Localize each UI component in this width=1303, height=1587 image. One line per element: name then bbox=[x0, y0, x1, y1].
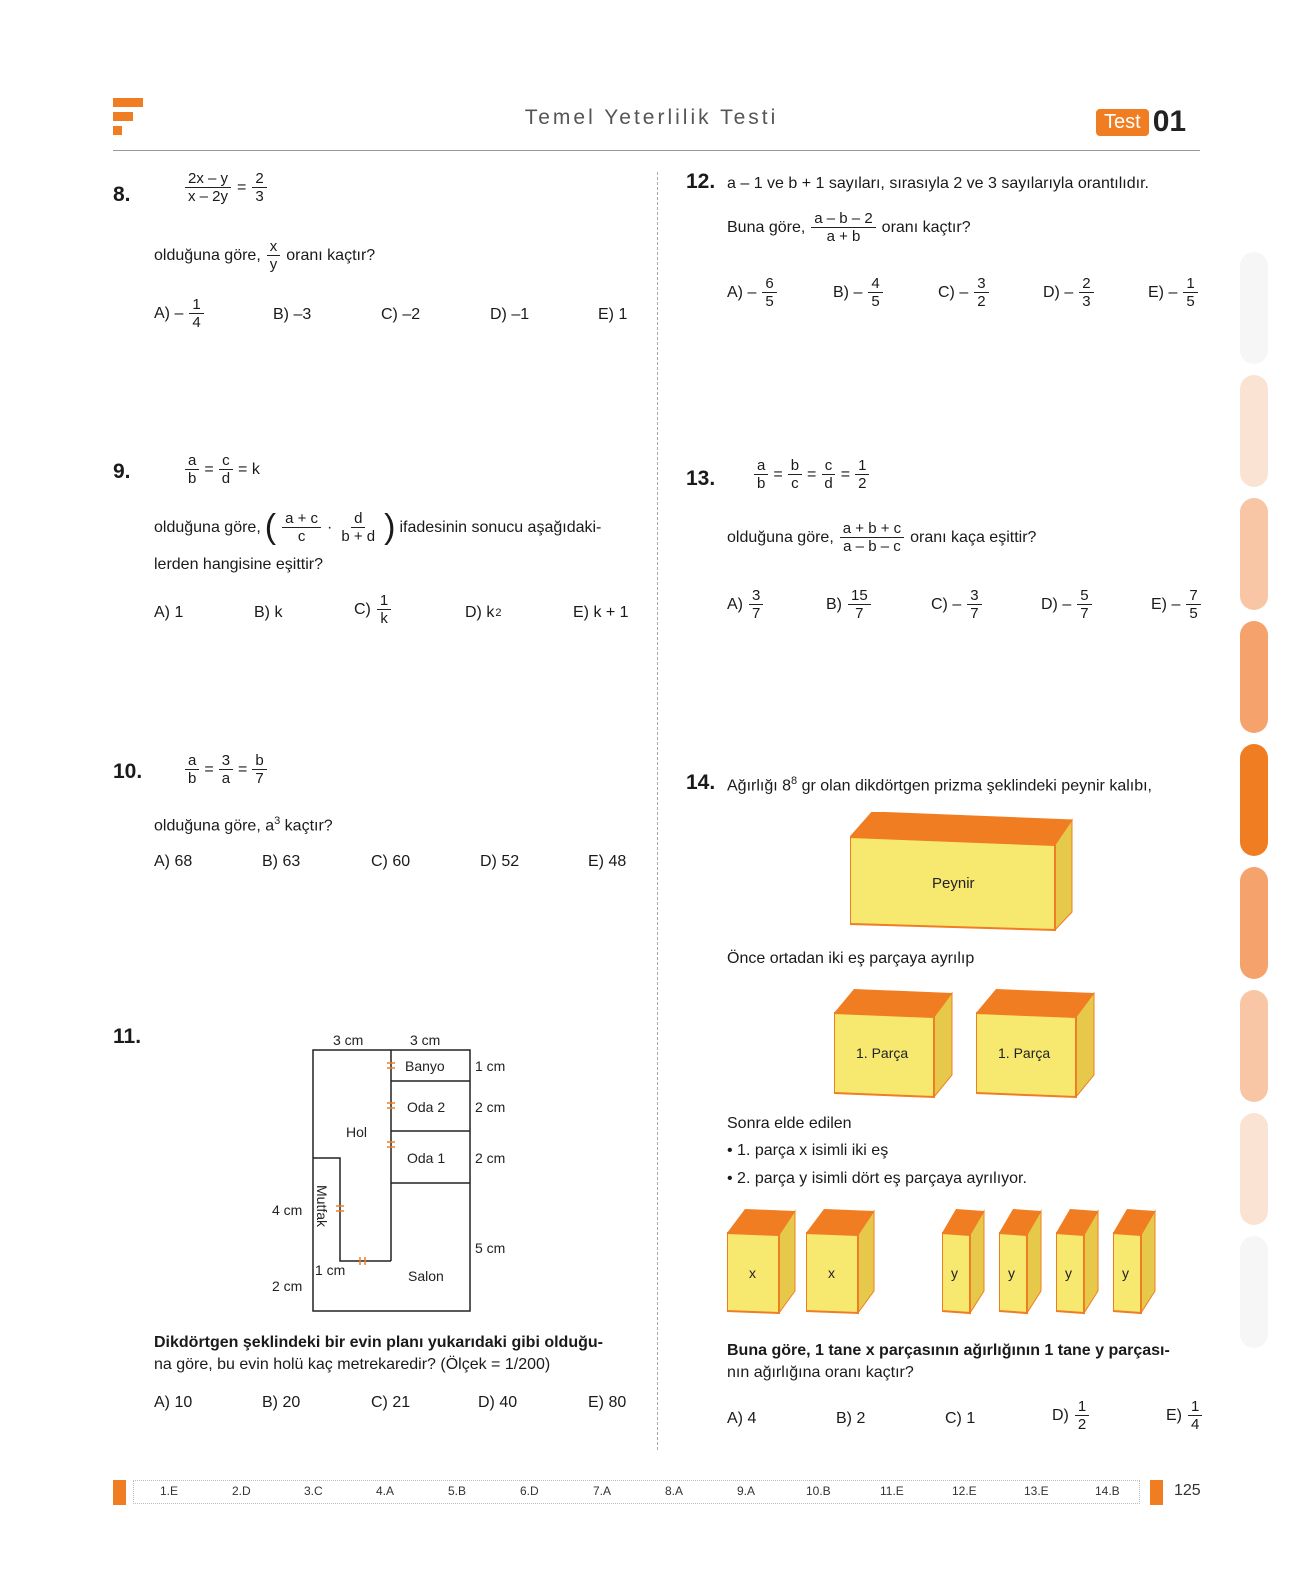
side-tab-3 bbox=[1240, 498, 1268, 610]
dim-bottom: 1 cm bbox=[315, 1262, 346, 1278]
y-piece-3 bbox=[1056, 1205, 1101, 1315]
option-label: D) k bbox=[465, 604, 495, 621]
prompt-text: oranı kaçtır? bbox=[286, 246, 376, 264]
fraction-numerator: a + b + c bbox=[840, 520, 904, 538]
q12-option-e[interactable] bbox=[1148, 275, 1200, 311]
side-tab-2 bbox=[1240, 375, 1268, 487]
option-label: B) – bbox=[833, 283, 863, 301]
q13-option-b[interactable] bbox=[826, 587, 873, 623]
answer-key-item: 13.E bbox=[1024, 1484, 1049, 1498]
q14-question-line1: Buna göre, 1 tane x parçasının ağırlığının 1 tane y parçası- bbox=[727, 1342, 1170, 1359]
y-piece-2 bbox=[999, 1205, 1044, 1315]
fraction-numerator: 1 bbox=[1183, 275, 1197, 293]
answer-key-item: 9.A bbox=[737, 1484, 756, 1498]
room-salon: Salon bbox=[408, 1268, 444, 1284]
option-label: E) – bbox=[1148, 283, 1178, 301]
fraction-denominator: 3 bbox=[255, 188, 264, 206]
prompt-text: gr olan dikdörtgen prizma şeklindeki peynir kalıbı, bbox=[797, 777, 1152, 795]
q9-option-e[interactable]: E) k + 1 bbox=[573, 604, 629, 621]
y-label: y bbox=[1122, 1265, 1129, 1281]
prompt-text: olduğuna göre, bbox=[154, 518, 261, 536]
q14-bullet-1: • 1. parça x isimli iki eş bbox=[727, 1142, 889, 1159]
q12-option-a[interactable] bbox=[727, 275, 779, 311]
q8-option-b[interactable]: B) –3 bbox=[273, 306, 312, 323]
option-label: D) – bbox=[1043, 283, 1074, 301]
q9-option-a[interactable]: A) 1 bbox=[154, 604, 184, 621]
question-number: 13. bbox=[686, 467, 716, 490]
fraction-denominator: 2 bbox=[977, 293, 986, 311]
fraction-denominator: 7 bbox=[1080, 605, 1089, 623]
q13-option-e[interactable] bbox=[1151, 587, 1203, 623]
fraction-numerator: b bbox=[788, 457, 802, 475]
bullet-text: 2. parça y isimli dört eş parçaya ayrılıyor. bbox=[737, 1170, 1027, 1187]
x-piece-1 bbox=[727, 1205, 797, 1315]
option-label: B) bbox=[826, 595, 842, 613]
exponent: 3 bbox=[274, 815, 281, 827]
q11-option-a[interactable]: A) 10 bbox=[154, 1394, 193, 1411]
fraction-numerator: 6 bbox=[762, 275, 776, 293]
q12-prompt bbox=[727, 210, 971, 246]
q12-prompt-line1: a – 1 ve b + 1 sayıları, sırasıyla 2 ve 3 sayılarıyla orantılıdır. bbox=[727, 175, 1149, 192]
fraction-numerator: 2 bbox=[1079, 275, 1093, 293]
question-number: 11. bbox=[113, 1025, 142, 1048]
q9-prompt: olduğuna göre, ( $\frac{a + c}{c}$ · $\frac{d}{b + d}$ ) ifadesinin sonucu aşağıdaki- bbox=[154, 508, 602, 546]
prompt-text: kaçtır? bbox=[280, 817, 333, 835]
fraction-denominator: c bbox=[791, 475, 799, 493]
q14-option-a[interactable]: A) 4 bbox=[727, 1410, 757, 1427]
q13-prompt bbox=[727, 520, 1036, 556]
answer-key-item: 8.A bbox=[665, 1484, 684, 1498]
answer-key-item: 2.D bbox=[232, 1484, 251, 1498]
fraction-denominator: x – 2y bbox=[188, 188, 229, 206]
fraction-denominator: a – b – c bbox=[843, 538, 901, 556]
side-tab-6 bbox=[1240, 867, 1268, 979]
side-tab-4 bbox=[1240, 621, 1268, 733]
fraction-denominator: 3 bbox=[1082, 293, 1091, 311]
q9-equation: $\frac{a}{b}$ = $\frac{c}{d}$ = k bbox=[183, 452, 260, 488]
test-label: Test bbox=[1096, 109, 1149, 136]
fraction-numerator: 5 bbox=[1077, 587, 1091, 605]
prompt-text: Ağırlığı 8 bbox=[727, 777, 792, 795]
fraction-denominator: b + d bbox=[341, 528, 376, 545]
fraction-numerator: 2 bbox=[252, 170, 266, 188]
answer-key-item: 6.D bbox=[520, 1484, 539, 1498]
q14-bullet-2: • 2. parça y isimli dört eş parçaya ayrılıyor. bbox=[727, 1170, 1027, 1187]
q8-option-e[interactable]: E) 1 bbox=[598, 306, 628, 323]
x-label: x bbox=[749, 1265, 756, 1281]
q10-option-a[interactable]: A) 68 bbox=[154, 853, 193, 870]
fraction-denominator: 5 bbox=[765, 293, 774, 311]
q12-option-c[interactable] bbox=[938, 275, 991, 311]
exponent: 8 bbox=[791, 775, 798, 787]
fraction-denominator: y bbox=[269, 256, 278, 274]
question-number: 8. bbox=[113, 183, 131, 206]
fraction-numerator: 7 bbox=[1186, 587, 1200, 605]
x-label: x bbox=[828, 1265, 835, 1281]
dim-right-2: 2 cm bbox=[475, 1099, 506, 1115]
side-tab-1 bbox=[1240, 252, 1268, 364]
answer-key-box bbox=[133, 1480, 1140, 1504]
q10-option-e[interactable]: E) 48 bbox=[588, 853, 627, 870]
fraction-denominator: b bbox=[188, 470, 197, 488]
fraction-denominator: 7 bbox=[970, 605, 979, 623]
option-label: C) bbox=[354, 600, 371, 618]
fraction-numerator: d bbox=[351, 510, 365, 528]
q13-option-c[interactable] bbox=[931, 587, 984, 623]
q9-prompt-line2: lerden hangisine eşittir? bbox=[154, 556, 323, 573]
room-banyo: Banyo bbox=[405, 1058, 445, 1074]
fraction-numerator: 3 bbox=[749, 587, 763, 605]
answer-key-marker-right bbox=[1150, 1480, 1163, 1505]
side-tab-7 bbox=[1240, 990, 1268, 1102]
q14-option-c[interactable]: C) 1 bbox=[945, 1410, 976, 1427]
side-tab-8 bbox=[1240, 1113, 1268, 1225]
side-tab-9 bbox=[1240, 1236, 1268, 1348]
q13-equation: $\frac{a}{b}$ = $\frac{b}{c}$ = $\frac{c}{d}$ = $\frac{1}{2}$ bbox=[752, 457, 871, 493]
answer-key-item: 1.E bbox=[160, 1484, 179, 1498]
q9-option-b[interactable]: B) k bbox=[254, 604, 283, 621]
fraction-numerator: 3 bbox=[219, 752, 233, 770]
option-label: D) – bbox=[1041, 595, 1072, 613]
question-number: 12. bbox=[686, 170, 716, 193]
fraction-numerator: a bbox=[754, 457, 768, 475]
fraction-denominator: d bbox=[824, 475, 833, 493]
option-label: E) bbox=[1166, 1406, 1182, 1424]
fraction-denominator: b bbox=[757, 475, 766, 493]
q14-option-b[interactable]: B) 2 bbox=[836, 1410, 866, 1427]
fraction-denominator: 2 bbox=[858, 475, 867, 493]
x-piece-2 bbox=[806, 1205, 876, 1315]
fraction-numerator: c bbox=[219, 452, 233, 470]
q12-option-d[interactable] bbox=[1043, 275, 1096, 311]
q14-question-line2: nın ağırlığına oranı kaçtır? bbox=[727, 1364, 914, 1381]
fraction-denominator: c bbox=[297, 528, 306, 545]
fraction-denominator: b bbox=[188, 770, 197, 788]
fraction-numerator: a + c bbox=[282, 510, 321, 528]
prompt-text: ifadesinin sonucu aşağıdaki- bbox=[399, 518, 602, 536]
question-number: 10. bbox=[113, 760, 143, 783]
answer-key-item: 4.A bbox=[376, 1484, 395, 1498]
q13-option-d[interactable] bbox=[1041, 587, 1094, 623]
fraction-denominator: 7 bbox=[752, 605, 761, 623]
fraction-denominator: d bbox=[221, 470, 231, 488]
test-number: 01 bbox=[1152, 105, 1187, 138]
answer-key-item: 5.B bbox=[448, 1484, 467, 1498]
answer-key-item: 10.B bbox=[806, 1484, 831, 1498]
y-piece-1 bbox=[942, 1205, 987, 1315]
header-rule bbox=[113, 150, 1200, 151]
dim-top-left: 3 cm bbox=[333, 1032, 364, 1048]
fraction-denominator: 2 bbox=[1077, 1416, 1087, 1434]
question-number: 9. bbox=[113, 460, 131, 483]
fraction-numerator: 1 bbox=[189, 296, 203, 314]
page-number: 125 bbox=[1174, 1482, 1201, 1499]
q9-option-c[interactable] bbox=[354, 592, 393, 628]
q10-equation: $\frac{a}{b}$ = $\frac{3}{a}$ = $\frac{b}{7}$ bbox=[183, 752, 269, 788]
fraction-denominator: a + b bbox=[826, 228, 861, 246]
option-label: A) bbox=[727, 595, 743, 613]
equation-rhs: = k bbox=[238, 460, 260, 478]
side-tab-5-active bbox=[1240, 744, 1268, 856]
answer-key-item: 3.C bbox=[304, 1484, 323, 1498]
answer-key-marker-left bbox=[113, 1480, 126, 1505]
prompt-text: olduğuna göre, bbox=[154, 246, 261, 264]
q10-option-c[interactable]: C) 60 bbox=[371, 853, 411, 870]
dim-left-1: 4 cm bbox=[272, 1202, 303, 1218]
prompt-text: oranı kaçtır? bbox=[881, 218, 971, 236]
q11-prompt-line2: na göre, bu evin holü kaç metrekaredir? (Ölçek = 1/200) bbox=[154, 1356, 551, 1373]
y-piece-4 bbox=[1113, 1205, 1158, 1315]
q11-option-d[interactable]: D) 40 bbox=[478, 1394, 518, 1411]
fraction-numerator: a – b – 2 bbox=[811, 210, 875, 228]
room-oda2: Oda 2 bbox=[407, 1099, 446, 1115]
option-label: E) – bbox=[1151, 595, 1181, 613]
fraction-numerator: 3 bbox=[967, 587, 981, 605]
part-block-2 bbox=[976, 985, 1096, 1100]
dim-right-3: 2 cm bbox=[475, 1150, 506, 1166]
fraction-denominator: 4 bbox=[192, 314, 201, 332]
q11-option-c[interactable]: C) 21 bbox=[371, 1394, 411, 1411]
fraction-denominator: a bbox=[221, 770, 231, 788]
q10-option-d[interactable]: D) 52 bbox=[480, 853, 520, 870]
q12-option-b[interactable] bbox=[833, 275, 885, 311]
prompt-text: olduğuna göre, a bbox=[154, 817, 275, 835]
fraction-numerator: 1 bbox=[1188, 1398, 1202, 1416]
fraction-numerator: a bbox=[185, 452, 199, 470]
q9-option-d[interactable] bbox=[465, 604, 501, 622]
room-mutfak: Mutfak bbox=[314, 1185, 330, 1228]
y-label: y bbox=[951, 1265, 958, 1281]
option-label: D) bbox=[1052, 1406, 1069, 1424]
option-label: A) – bbox=[727, 283, 757, 301]
fraction-denominator: 5 bbox=[871, 293, 880, 311]
answer-key-item: 7.A bbox=[593, 1484, 612, 1498]
answer-key-item: 11.E bbox=[880, 1484, 904, 1498]
fraction-denominator: 4 bbox=[1191, 1416, 1200, 1434]
fraction-numerator: 4 bbox=[868, 275, 882, 293]
part-block-1 bbox=[834, 985, 954, 1100]
option-label: C) – bbox=[931, 595, 962, 613]
answer-key-item: 12.E bbox=[952, 1484, 977, 1498]
fraction-denominator: 7 bbox=[855, 605, 864, 623]
y-label: y bbox=[1008, 1265, 1015, 1281]
room-oda1: Oda 1 bbox=[407, 1150, 446, 1166]
cheese-block-image bbox=[850, 812, 1080, 937]
question-number: 14. bbox=[686, 771, 716, 794]
fraction-numerator: b bbox=[252, 752, 266, 770]
q10-option-b[interactable]: B) 63 bbox=[262, 853, 301, 870]
q8-equation: $\frac{2x - y}{x - 2y}$ = $\frac{2}{3}$ bbox=[183, 170, 269, 206]
q8-option-a[interactable] bbox=[154, 296, 206, 332]
q11-prompt-line1: Dikdörtgen şeklindeki bir evin planı yukarıdaki gibi olduğu- bbox=[154, 1334, 603, 1351]
q14-step2: Sonra elde edilen bbox=[727, 1115, 852, 1132]
option-label: C) – bbox=[938, 283, 969, 301]
fraction-denominator: 5 bbox=[1186, 293, 1195, 311]
q14-option-d[interactable] bbox=[1052, 1398, 1091, 1434]
q14-option-e[interactable] bbox=[1166, 1398, 1204, 1434]
q10-prompt bbox=[154, 815, 333, 835]
q8-option-c[interactable]: C) –2 bbox=[381, 306, 421, 323]
prompt-text: olduğuna göre, bbox=[727, 528, 834, 546]
y-label: y bbox=[1065, 1265, 1072, 1281]
option-label: A) – bbox=[154, 304, 184, 322]
bullet-text: 1. parça x isimli iki eş bbox=[737, 1142, 889, 1159]
dim-top-right: 3 cm bbox=[410, 1032, 441, 1048]
fraction-numerator: a bbox=[185, 752, 199, 770]
q13-option-a[interactable] bbox=[727, 587, 765, 623]
fraction-numerator: 3 bbox=[974, 275, 988, 293]
dim-right-1: 1 cm bbox=[475, 1058, 506, 1074]
q11-option-b[interactable]: B) 20 bbox=[262, 1394, 301, 1411]
q14-prompt-line1 bbox=[727, 775, 1152, 795]
fraction-numerator: 1 bbox=[377, 592, 391, 610]
fraction-numerator: 1 bbox=[855, 457, 869, 475]
fraction-numerator: x bbox=[267, 238, 281, 256]
fraction-denominator: k bbox=[380, 610, 388, 628]
room-hol: Hol bbox=[346, 1124, 368, 1140]
q8-prompt bbox=[154, 238, 375, 274]
fraction-denominator: 7 bbox=[255, 770, 264, 788]
house-floor-plan bbox=[260, 1025, 530, 1325]
fraction-numerator: 2x – y bbox=[185, 170, 231, 188]
dim-right-4: 5 cm bbox=[475, 1240, 506, 1256]
q14-step1: Önce ortadan iki eş parçaya ayrılıp bbox=[727, 950, 975, 967]
part-label: 1. Parça bbox=[856, 1045, 909, 1061]
q8-option-d[interactable]: D) –1 bbox=[490, 306, 530, 323]
part-label: 1. Parça bbox=[998, 1045, 1051, 1061]
answer-key-item: 14.B bbox=[1095, 1484, 1120, 1498]
fraction-numerator: 1 bbox=[1075, 1398, 1089, 1416]
fraction-denominator: 5 bbox=[1189, 605, 1198, 623]
fraction-numerator: c bbox=[822, 457, 836, 475]
q11-option-e[interactable]: E) 80 bbox=[588, 1394, 627, 1411]
dim-left-2: 2 cm bbox=[272, 1278, 303, 1294]
column-divider bbox=[657, 172, 658, 1450]
test-badge bbox=[1096, 105, 1186, 139]
page-header-title: Temel Yeterlilik Testi bbox=[524, 106, 779, 129]
cheese-label: Peynir bbox=[932, 875, 975, 892]
exponent: 2 bbox=[495, 607, 502, 619]
prompt-text: oranı kaça eşittir? bbox=[910, 528, 1037, 546]
fraction-numerator: 15 bbox=[848, 587, 871, 605]
prompt-text: Buna göre, bbox=[727, 218, 806, 236]
